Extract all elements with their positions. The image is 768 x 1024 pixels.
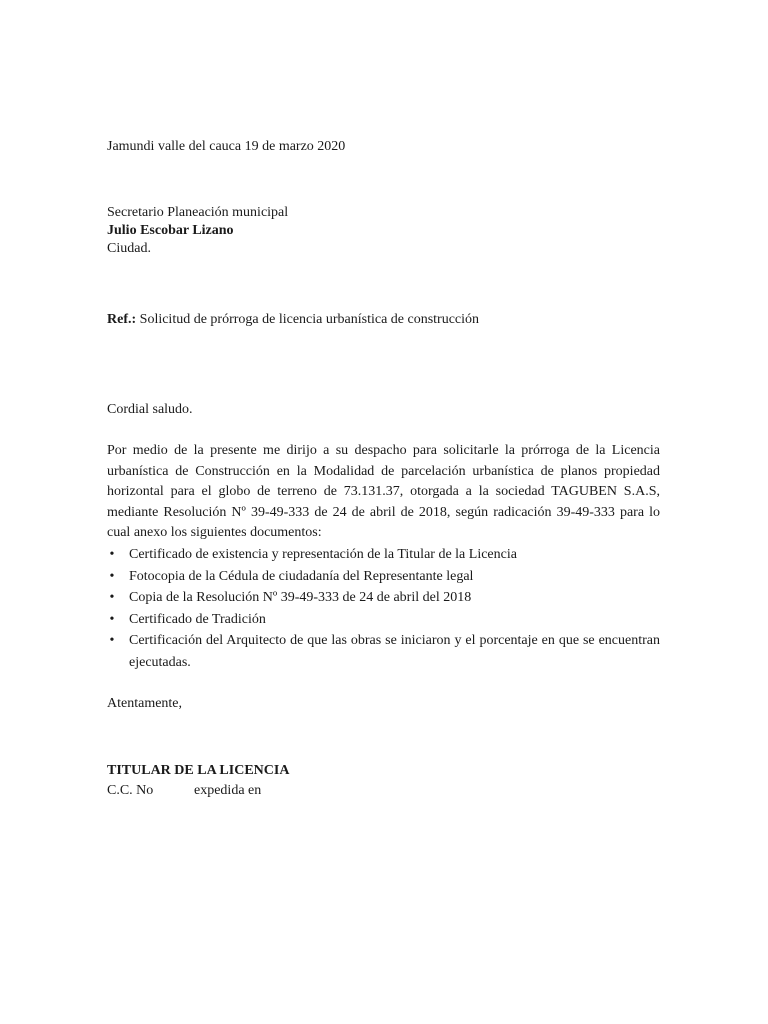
issued-label: expedida en [194, 783, 262, 798]
list-item [107, 630, 660, 673]
closing: Atentamente, [107, 696, 183, 711]
recipient-name: Julio Escobar Lizano [107, 223, 234, 238]
body-paragraph: Por medio de la presente me dirijo a su despacho para solicitarle la prórroga de la Licencia urbanística de Construcción en la Modalidad de parcelación urbanística de planos propiedad horizontal para el globo de terreno de 73.131.37, otorgada a la sociedad TAGUBEN S.A.S, mediante Resolución Nº 39-49-333 de 24 de abril de 2018, según radicación 39-49-333 para lo cual anexo los siguientes documentos: [107, 443, 660, 541]
list-item-text: Certificado de existencia y representación de la Titular de la Licencia [129, 547, 517, 562]
cc-label: C.C. No [107, 783, 154, 798]
reference-label: Ref.: [107, 312, 137, 327]
greeting: Cordial saludo. [107, 402, 193, 417]
documents-list [107, 544, 660, 674]
bullet-icon: • [109, 633, 115, 649]
list-item [107, 544, 660, 566]
reference-text: Solicitud de prórroga de licencia urbanística de construcción [139, 312, 480, 327]
bullet-icon: • [109, 547, 115, 562]
list-item-text: Copia de la Resolución Nº 39-49-333 de 24 de abril del 2018 [129, 590, 472, 606]
list-item-text: Certificación del Arquitecto de que las obras se iniciaron y el porcentaje en que se encuentran ejecutadas. [129, 633, 660, 670]
bullet-icon: • [109, 568, 115, 584]
signature-block [107, 761, 289, 801]
recipient-position: Secretario Planeación municipal [107, 205, 289, 220]
list-item-text: Fotocopia de la Cédula de ciudadanía del Representante legal [129, 568, 474, 584]
recipient-city: Ciudad. [107, 241, 151, 256]
bullet-icon: • [109, 611, 115, 627]
list-item [107, 587, 660, 609]
date-line: Jamundi valle del cauca 19 de marzo 2020 [107, 139, 346, 154]
list-item-text: Certificado de Tradición [129, 611, 266, 627]
bullet-icon: • [109, 590, 115, 606]
id-line [107, 781, 289, 801]
list-item [107, 609, 660, 631]
signature-title: TITULAR DE LA LICENCIA [107, 763, 290, 778]
reference-line [107, 311, 479, 329]
list-item [107, 566, 660, 588]
